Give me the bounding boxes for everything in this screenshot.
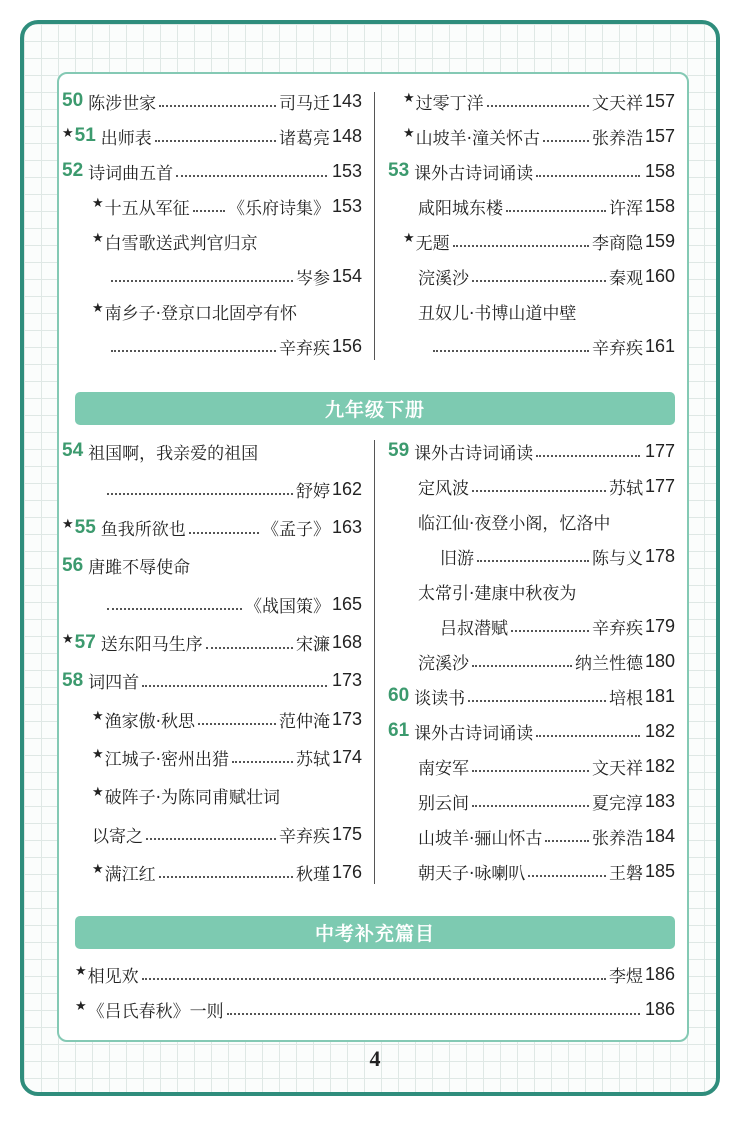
star-icon: ★ bbox=[403, 125, 415, 141]
entry-author: 张养浩 bbox=[591, 128, 643, 149]
star-icon: ★ bbox=[92, 785, 104, 801]
toc-entry[interactable] bbox=[418, 506, 675, 536]
entry-title: 江城子·密州出猎 bbox=[104, 749, 230, 770]
lesson-number: 58 bbox=[62, 669, 84, 691]
toc-entry[interactable] bbox=[388, 716, 675, 746]
toc-entry[interactable] bbox=[92, 226, 362, 256]
section-banner-grade9-book2: 九年级下册 bbox=[75, 392, 675, 425]
entry-author: 王磐 bbox=[608, 863, 643, 884]
toc-entry[interactable] bbox=[92, 857, 362, 887]
entry-title: 无题 bbox=[415, 233, 450, 254]
entry-title: 课外古诗词诵读 bbox=[414, 163, 534, 184]
leader-dots bbox=[472, 280, 606, 282]
leader-dots bbox=[536, 735, 640, 737]
entry-title: 祖国啊，我亲爱的祖国 bbox=[88, 443, 259, 464]
leader-dots bbox=[472, 770, 589, 772]
entry-author: 《战国策》 bbox=[244, 596, 330, 617]
toc-entry[interactable] bbox=[403, 86, 675, 116]
toc-entry[interactable] bbox=[418, 751, 675, 781]
entry-page: 163 bbox=[331, 517, 362, 538]
toc-entry[interactable] bbox=[92, 781, 362, 811]
lesson-number: 52 bbox=[62, 160, 84, 181]
entry-page: 177 bbox=[644, 440, 675, 461]
entry-page: 180 bbox=[644, 650, 675, 671]
toc-entry[interactable] bbox=[104, 589, 362, 619]
column-divider-top bbox=[374, 92, 375, 360]
lesson-number: 60 bbox=[388, 685, 410, 706]
entry-page: 157 bbox=[644, 90, 675, 111]
entry-author: 辛弃疾 bbox=[591, 338, 643, 359]
leader-dots bbox=[111, 280, 293, 282]
column-divider-bottom bbox=[374, 440, 375, 884]
entry-title: 南安军 bbox=[418, 758, 469, 779]
leader-dots bbox=[142, 685, 327, 687]
entry-author: 文天祥 bbox=[591, 93, 643, 114]
entry-page: 161 bbox=[644, 335, 675, 356]
entry-page: 183 bbox=[644, 790, 675, 811]
entry-title: 定风波 bbox=[418, 478, 469, 499]
star-icon: ★ bbox=[62, 125, 74, 141]
entry-page: 186 bbox=[644, 998, 675, 1019]
leader-dots bbox=[536, 455, 640, 457]
entry-page: 165 bbox=[331, 593, 362, 614]
leader-dots bbox=[142, 978, 606, 980]
lesson-number: 55 bbox=[74, 516, 96, 538]
toc-entry[interactable] bbox=[92, 742, 362, 772]
entry-title: 鱼我所欲也 bbox=[100, 520, 186, 541]
entry-title: 诗词曲五首 bbox=[88, 163, 174, 184]
toc-entry[interactable] bbox=[418, 576, 675, 606]
entry-author: 舒婷 bbox=[295, 481, 330, 502]
toc-entry[interactable] bbox=[92, 819, 362, 849]
toc-entry[interactable] bbox=[62, 666, 362, 696]
entry-page: 177 bbox=[644, 475, 675, 496]
lesson-number: 57 bbox=[74, 631, 96, 653]
entry-page: 182 bbox=[644, 720, 675, 741]
entry-title: 词四首 bbox=[88, 673, 140, 694]
toc-entry[interactable] bbox=[418, 646, 675, 676]
leader-dots bbox=[453, 245, 589, 247]
entry-title: 吕叔潜赋 bbox=[440, 618, 508, 639]
lesson-number: 54 bbox=[62, 440, 84, 461]
leader-dots bbox=[159, 105, 276, 107]
entry-title: 课外古诗词诵读 bbox=[414, 443, 534, 464]
leader-dots bbox=[472, 665, 572, 667]
entry-title: 《吕氏春秋》一则 bbox=[87, 1001, 224, 1022]
entry-page: 186 bbox=[644, 963, 675, 984]
toc-entry[interactable] bbox=[92, 704, 362, 734]
star-icon: ★ bbox=[403, 230, 415, 246]
entry-title: 旧游 bbox=[440, 548, 474, 569]
toc-entry[interactable] bbox=[62, 436, 362, 466]
lesson-number: 53 bbox=[388, 160, 410, 181]
entry-title: 以寄之 bbox=[92, 826, 143, 847]
leader-dots bbox=[198, 723, 276, 725]
leader-dots bbox=[193, 210, 225, 212]
entry-page: 168 bbox=[331, 632, 362, 652]
star-icon: ★ bbox=[92, 230, 104, 246]
entry-page: 176 bbox=[331, 861, 362, 882]
entry-page: 156 bbox=[331, 335, 362, 356]
entry-page: 162 bbox=[331, 478, 362, 499]
entry-title: 临江仙·夜登小阁，忆洛中 bbox=[418, 513, 611, 534]
entry-author: 纳兰性德 bbox=[574, 653, 643, 674]
entry-title: 送东阳马生序 bbox=[100, 635, 203, 655]
toc-entry[interactable] bbox=[403, 121, 675, 151]
star-icon: ★ bbox=[62, 632, 74, 647]
entry-author: 培根 bbox=[608, 688, 643, 709]
entry-page: 175 bbox=[331, 823, 362, 844]
leader-dots bbox=[146, 838, 276, 840]
entry-author: 宋濂 bbox=[295, 635, 330, 655]
toc-entry[interactable] bbox=[62, 156, 362, 186]
toc-entry[interactable] bbox=[62, 513, 362, 543]
toc-entry[interactable] bbox=[430, 331, 675, 361]
section-banner-supplement: 中考补充篇目 bbox=[75, 916, 675, 949]
lesson-number: 50 bbox=[62, 90, 84, 111]
entry-page: 143 bbox=[331, 90, 362, 111]
entry-title: 太常引·建康中秋夜为 bbox=[418, 583, 577, 604]
toc-entry[interactable] bbox=[108, 261, 362, 291]
leader-dots bbox=[536, 175, 640, 177]
entry-title: 过零丁洋 bbox=[415, 93, 484, 114]
entry-author: 苏轼 bbox=[295, 749, 330, 770]
toc-entry[interactable] bbox=[418, 296, 675, 326]
toc-entry[interactable] bbox=[418, 261, 675, 291]
entry-page: 157 bbox=[644, 125, 675, 146]
leader-dots bbox=[472, 490, 606, 492]
entry-page: 159 bbox=[644, 230, 675, 251]
toc-entry[interactable] bbox=[92, 191, 362, 221]
toc-entry[interactable] bbox=[418, 821, 675, 851]
entry-page: 154 bbox=[331, 265, 362, 286]
entry-title: 南乡子·登京口北固亭有怀 bbox=[104, 303, 298, 324]
toc-entry[interactable] bbox=[403, 226, 675, 256]
entry-page: 158 bbox=[644, 195, 675, 216]
leader-dots bbox=[227, 1013, 640, 1015]
toc-entry[interactable] bbox=[440, 541, 675, 571]
entry-author: 诸葛亮 bbox=[278, 128, 330, 149]
entry-author: 秋瑾 bbox=[295, 864, 330, 885]
entry-page: 173 bbox=[331, 670, 362, 691]
entry-author: 《孟子》 bbox=[261, 520, 330, 541]
entry-title: 十五从军征 bbox=[104, 198, 190, 219]
leader-dots bbox=[487, 105, 589, 107]
lesson-number: 56 bbox=[62, 554, 84, 576]
entry-author: 陈与义 bbox=[591, 548, 643, 569]
leader-dots bbox=[107, 493, 293, 495]
entry-author: 范仲淹 bbox=[278, 711, 330, 732]
entry-title: 破阵子·为陈同甫赋壮词 bbox=[104, 788, 281, 809]
entry-title: 谈读书 bbox=[414, 688, 466, 709]
toc-entry[interactable] bbox=[75, 994, 675, 1024]
entry-title: 山坡羊·潼关怀古 bbox=[415, 128, 541, 149]
leader-dots bbox=[477, 560, 589, 562]
entry-author: 苏轼 bbox=[608, 478, 643, 499]
toc-entry[interactable] bbox=[388, 681, 675, 711]
leader-dots bbox=[433, 350, 589, 352]
entry-author: 李商隐 bbox=[591, 233, 643, 254]
entry-title: 咸阳城东楼 bbox=[418, 198, 503, 219]
entry-title: 白雪歌送武判官归京 bbox=[104, 233, 258, 254]
entry-page: 174 bbox=[331, 746, 362, 767]
entry-author: 秦观 bbox=[608, 268, 643, 289]
toc-entry[interactable] bbox=[62, 121, 362, 151]
toc-entry[interactable] bbox=[418, 856, 675, 886]
page-number: 4 bbox=[369, 1046, 381, 1071]
leader-dots bbox=[506, 210, 606, 212]
entry-title: 丑奴儿·书博山道中壁 bbox=[418, 303, 577, 324]
entry-title: 唐雎不辱使命 bbox=[88, 558, 191, 579]
entry-page: 173 bbox=[331, 708, 362, 729]
toc-entry[interactable] bbox=[62, 551, 362, 581]
leader-dots bbox=[159, 876, 293, 878]
star-icon: ★ bbox=[75, 963, 87, 979]
toc-entry[interactable] bbox=[62, 86, 362, 116]
leader-dots bbox=[189, 532, 259, 534]
entry-page: 178 bbox=[644, 545, 675, 566]
leader-dots bbox=[206, 647, 293, 649]
entry-author: 岑参 bbox=[295, 268, 330, 289]
entry-page: 153 bbox=[331, 160, 362, 181]
entry-title: 陈涉世家 bbox=[88, 93, 157, 114]
leader-dots bbox=[232, 761, 293, 763]
leader-dots bbox=[511, 630, 589, 632]
entry-page: 160 bbox=[644, 265, 675, 286]
entry-page: 148 bbox=[331, 125, 362, 146]
leader-dots bbox=[545, 840, 589, 842]
toc-entry[interactable] bbox=[440, 611, 675, 641]
entry-author: 许浑 bbox=[608, 198, 643, 219]
star-icon: ★ bbox=[92, 195, 104, 211]
toc-entry[interactable] bbox=[418, 471, 675, 501]
leader-dots bbox=[111, 350, 276, 352]
star-icon: ★ bbox=[75, 998, 87, 1014]
toc-entry[interactable] bbox=[75, 959, 675, 989]
toc-entry[interactable] bbox=[418, 786, 675, 816]
entry-author: 司马迁 bbox=[278, 93, 330, 114]
entry-page: 184 bbox=[644, 825, 675, 846]
entry-page: 179 bbox=[644, 615, 675, 636]
star-icon: ★ bbox=[92, 708, 104, 724]
leader-dots bbox=[176, 175, 327, 177]
entry-page: 185 bbox=[644, 860, 675, 881]
entry-title: 满江红 bbox=[104, 864, 156, 885]
entry-title: 出师表 bbox=[100, 128, 152, 149]
star-icon: ★ bbox=[62, 517, 74, 533]
toc-entry[interactable] bbox=[108, 331, 362, 361]
entry-page: 181 bbox=[644, 685, 675, 706]
star-icon: ★ bbox=[92, 300, 104, 316]
entry-title: 相见欢 bbox=[87, 966, 139, 987]
entry-author: 辛弃疾 bbox=[591, 618, 643, 639]
entry-page: 158 bbox=[644, 160, 675, 181]
leader-dots bbox=[468, 700, 606, 702]
leader-dots bbox=[155, 140, 276, 142]
leader-dots bbox=[107, 608, 242, 610]
entry-title: 课外古诗词诵读 bbox=[414, 723, 534, 744]
entry-title: 渔家傲·秋思 bbox=[104, 711, 196, 732]
toc-entry[interactable] bbox=[418, 191, 675, 221]
star-icon: ★ bbox=[92, 746, 104, 762]
lesson-number: 61 bbox=[388, 720, 410, 741]
leader-dots bbox=[528, 875, 606, 877]
star-icon: ★ bbox=[403, 90, 415, 106]
leader-dots bbox=[472, 805, 589, 807]
entry-author: 辛弃疾 bbox=[278, 338, 330, 359]
toc-entry[interactable] bbox=[104, 474, 362, 504]
entry-page: 182 bbox=[644, 755, 675, 776]
toc-entry[interactable] bbox=[62, 628, 362, 658]
toc-entry[interactable] bbox=[388, 436, 675, 466]
entry-author: 辛弃疾 bbox=[278, 826, 330, 847]
toc-entry[interactable] bbox=[388, 156, 675, 186]
entry-author: 夏完淳 bbox=[591, 793, 643, 814]
entry-title: 浣溪沙 bbox=[418, 653, 469, 674]
entry-title: 朝天子·咏喇叭 bbox=[418, 863, 526, 884]
star-icon: ★ bbox=[92, 861, 104, 877]
entry-author: 李煜 bbox=[608, 966, 643, 987]
entry-title: 浣溪沙 bbox=[418, 268, 469, 289]
entry-author: 张养浩 bbox=[591, 828, 643, 849]
toc-entry[interactable] bbox=[92, 296, 362, 326]
lesson-number: 51 bbox=[74, 125, 96, 146]
entry-author: 文天祥 bbox=[591, 758, 643, 779]
lesson-number: 59 bbox=[388, 440, 410, 461]
entry-title: 山坡羊·骊山怀古 bbox=[418, 828, 543, 849]
entry-page: 153 bbox=[331, 195, 362, 216]
leader-dots bbox=[543, 140, 589, 142]
entry-author: 《乐府诗集》 bbox=[227, 198, 330, 219]
entry-title: 别云间 bbox=[418, 793, 469, 814]
